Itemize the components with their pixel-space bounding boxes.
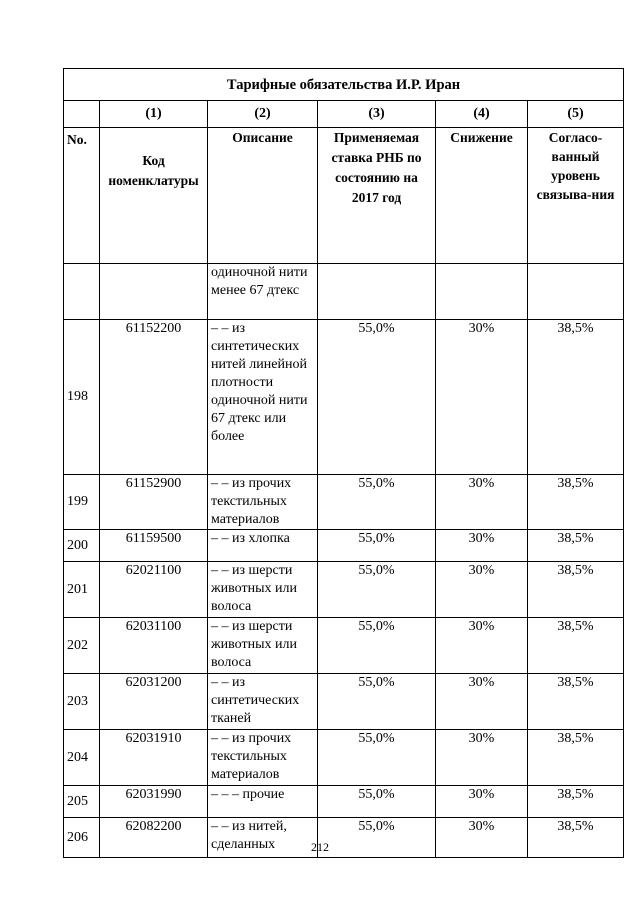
table-row <box>64 562 624 618</box>
header-row <box>64 128 624 264</box>
code-cell: 62031100 <box>100 618 208 674</box>
header-rate: Применяемая ставка РНБ по состоянию на 2017 год <box>318 128 436 264</box>
reduction-cell: 30% <box>436 730 528 786</box>
header-reduction: Снижение <box>436 128 528 264</box>
col-number: (3) <box>318 101 436 128</box>
row-number: 204 <box>64 730 100 786</box>
rate-cell: 55,0% <box>318 818 436 858</box>
empty-cell <box>436 264 528 320</box>
row-number: 199 <box>64 475 100 530</box>
reduction-cell: 30% <box>436 818 528 858</box>
rate-cell: 55,0% <box>318 674 436 730</box>
rate-cell: 55,0% <box>318 475 436 530</box>
rate-cell: 55,0% <box>318 786 436 818</box>
row-number: 200 <box>64 530 100 562</box>
header-bound: Согласо-ванный уровень связыва-ния <box>528 128 624 264</box>
reduction-cell: 30% <box>436 530 528 562</box>
empty-cell <box>64 264 100 320</box>
code-cell: 62031990 <box>100 786 208 818</box>
description-cell: – – из шерсти животных или волоса <box>208 562 318 618</box>
table-row <box>64 730 624 786</box>
description-cell: – – из прочих текстильных материалов <box>208 730 318 786</box>
bound-cell: 38,5% <box>528 475 624 530</box>
column-number-row <box>64 101 624 128</box>
table-row <box>64 475 624 530</box>
code-cell: 61159500 <box>100 530 208 562</box>
rate-cell: 55,0% <box>318 618 436 674</box>
row-number: 202 <box>64 618 100 674</box>
code-cell: 62031910 <box>100 730 208 786</box>
reduction-cell: 30% <box>436 618 528 674</box>
rate-cell: 55,0% <box>318 320 436 475</box>
bound-cell: 38,5% <box>528 786 624 818</box>
table-row <box>64 530 624 562</box>
bound-cell: 38,5% <box>528 618 624 674</box>
reduction-cell: 30% <box>436 786 528 818</box>
col-number: (2) <box>208 101 318 128</box>
bound-cell: 38,5% <box>528 320 624 475</box>
rate-cell: 55,0% <box>318 730 436 786</box>
reduction-cell: 30% <box>436 320 528 475</box>
table-row <box>64 786 624 818</box>
code-cell: 62021100 <box>100 562 208 618</box>
empty-cell <box>64 101 100 128</box>
col-number: (1) <box>100 101 208 128</box>
header-no: No. <box>64 128 100 264</box>
code-cell: 61152900 <box>100 475 208 530</box>
row-number: 203 <box>64 674 100 730</box>
row-number: 205 <box>64 786 100 818</box>
rate-cell: 55,0% <box>318 562 436 618</box>
row-number: 201 <box>64 562 100 618</box>
description-cell: – – из хлопка <box>208 530 318 562</box>
row-number: 206 <box>64 818 100 858</box>
bound-cell: 38,5% <box>528 730 624 786</box>
code-cell: 62082200 <box>100 818 208 858</box>
description-cell: – – из прочих текстильных материалов <box>208 475 318 530</box>
header-code: Код номенклатуры <box>100 128 208 264</box>
col-number: (5) <box>528 101 624 128</box>
col-number: (4) <box>436 101 528 128</box>
empty-cell <box>318 264 436 320</box>
description-cell: – – – прочие <box>208 786 318 818</box>
bound-cell: 38,5% <box>528 818 624 858</box>
table-title: Тарифные обязательства И.Р. Иран <box>64 69 624 101</box>
row-number: 198 <box>64 320 100 475</box>
title-row <box>64 69 624 101</box>
empty-cell <box>100 264 208 320</box>
table-row <box>64 618 624 674</box>
continuation-description: одиночной нити менее 67 дтекс <box>208 264 318 320</box>
table-row <box>64 674 624 730</box>
code-cell: 62031200 <box>100 674 208 730</box>
reduction-cell: 30% <box>436 674 528 730</box>
description-cell: – – из нитей, сделанных <box>208 818 318 858</box>
description-cell: – – из шерсти животных или волоса <box>208 618 318 674</box>
table-row <box>64 320 624 475</box>
page-number: 212 <box>311 840 329 854</box>
tariff-table <box>63 68 624 858</box>
description-cell: – – из синтетических нитей линейной плотности одиночной нити 67 дтекс или более <box>208 320 318 475</box>
bound-cell: 38,5% <box>528 562 624 618</box>
reduction-cell: 30% <box>436 475 528 530</box>
reduction-cell: 30% <box>436 562 528 618</box>
rate-cell: 55,0% <box>318 530 436 562</box>
code-cell: 61152200 <box>100 320 208 475</box>
continuation-row <box>64 264 624 320</box>
empty-cell <box>528 264 624 320</box>
header-description: Описание <box>208 128 318 264</box>
bound-cell: 38,5% <box>528 674 624 730</box>
description-cell: – – из синтетических тканей <box>208 674 318 730</box>
bound-cell: 38,5% <box>528 530 624 562</box>
